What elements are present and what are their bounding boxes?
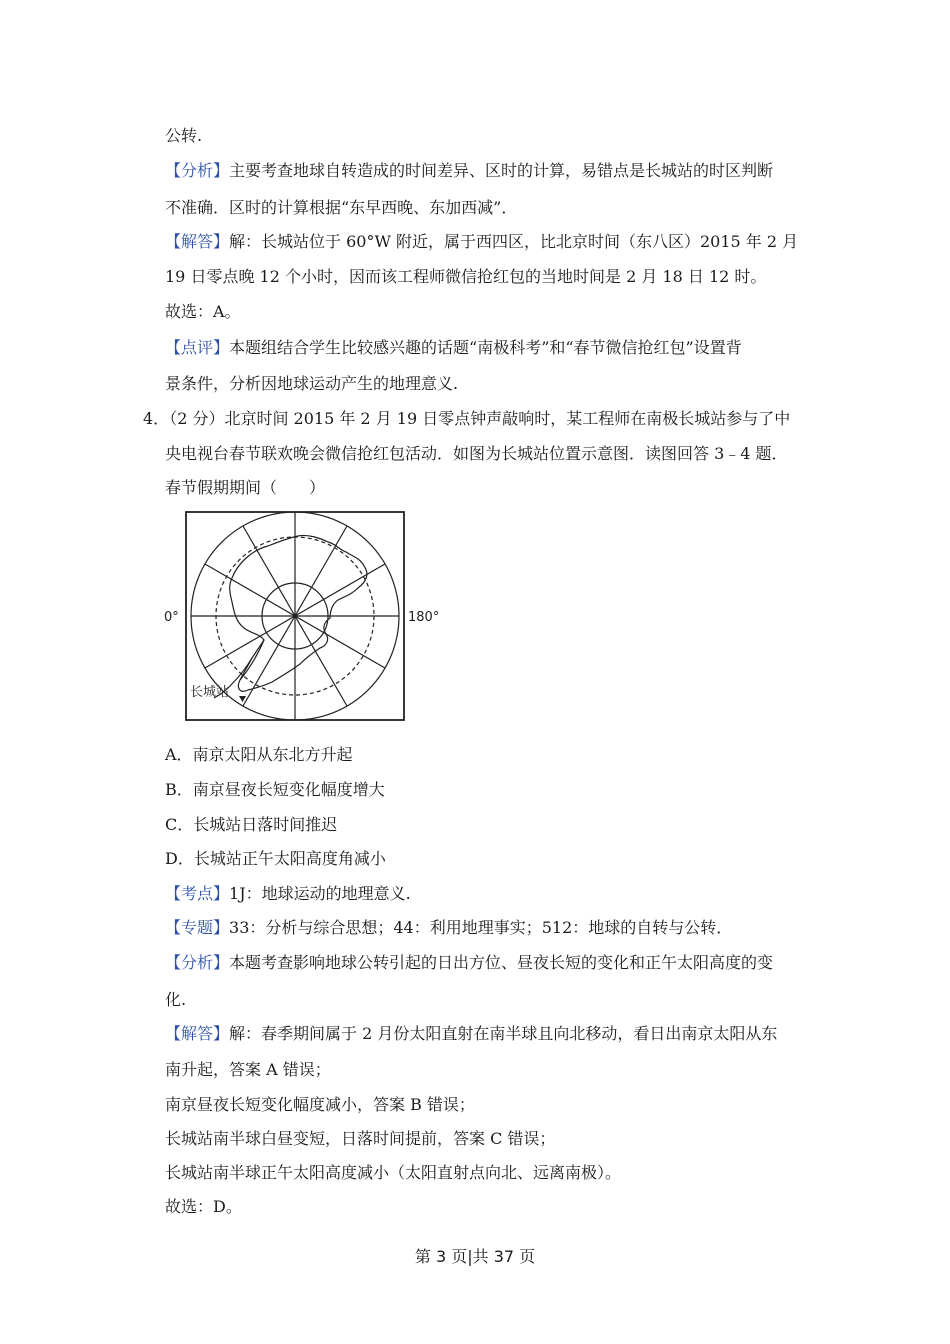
solution-answer-line-6: 故选：D。 bbox=[165, 1197, 242, 1216]
option-a: A．南京太阳从东北方升起 bbox=[165, 745, 353, 764]
point-tag: 【考点】 bbox=[165, 884, 230, 903]
prev-analysis-cont: 不准确．区时的计算根据“东早西晚、东加西减”． bbox=[165, 198, 518, 217]
comment-tag: 【点评】 bbox=[165, 338, 230, 357]
answer-text: 解：春季期间属于 2 月份太阳直射在南半球且向北移动，看日出南京太阳从东 bbox=[229, 1024, 778, 1043]
topic-tag: 【专题】 bbox=[165, 918, 230, 937]
analysis-tag: 【分析】 bbox=[165, 161, 230, 180]
analysis-text: 主要考查地球自转造成的时间差异、区时的计算，易错点是长城站的时区判断 bbox=[229, 161, 774, 180]
solution-answer-line-5: 长城站南半球正午太阳高度减小（太阳直射点向北、远离南极）。 bbox=[165, 1163, 622, 1182]
option-d: D．长城站正午太阳高度角减小 bbox=[165, 849, 386, 868]
question-number: 4． bbox=[143, 409, 170, 428]
answer-text: 解：长城站位于 60°W 附近，属于西四区，比北京时间（东八区）2015 年 2 月 bbox=[229, 232, 799, 251]
prev-text-line: 公转. bbox=[165, 126, 203, 145]
analysis-text: 本题考查影响地球公转引起的日出方位、昼夜长短的变化和正午太阳高度的变 bbox=[229, 953, 774, 972]
option-c: C．长城站日落时间推迟 bbox=[165, 815, 338, 834]
question-stem-text: （2 分）北京时间 2015 年 2 月 19 日零点钟声敲响时，某工程师在南极长城站参与了中 bbox=[169, 409, 791, 428]
prev-answer-choice: 故选：A。 bbox=[165, 302, 241, 321]
question-stem bbox=[143, 409, 790, 429]
solution-answer-line-4: 长城站南半球白昼变短，日落时间提前，答案 C 错误； bbox=[165, 1129, 556, 1148]
comment-text: 本题组结合学生比较感兴趣的话题“南极科考”和“春节微信抢红包”设置背 bbox=[229, 338, 742, 357]
solution-analysis-cont: 化. bbox=[165, 990, 187, 1009]
answer-tag: 【解答】 bbox=[165, 1024, 230, 1043]
question-stem-cont: 央电视台春节联欢晚会微信抢红包活动．如图为长城站位置示意图．读图回答 3﹣4 题． bbox=[165, 444, 788, 463]
topic-text: 33：分析与综合思想；44：利用地理事实；512：地球的自转与公转． bbox=[229, 918, 733, 937]
page-footer: 第 3 页|共 37 页 bbox=[414, 1247, 536, 1266]
answer-tag: 【解答】 bbox=[165, 232, 230, 251]
option-b: B．南京昼夜长短变化幅度增大 bbox=[165, 780, 385, 799]
solution-answer-line-3: 南京昼夜长短变化幅度减小，答案 B 错误； bbox=[165, 1095, 475, 1114]
solution-answer-line-2: 南升起，答案 A 错误； bbox=[165, 1060, 331, 1079]
solution-point bbox=[165, 884, 411, 904]
prev-answer-cont: 19 日零点晚 12 个小时，因而该工程师微信抢红包的当地时间是 2 月 18 日 12 时。 bbox=[165, 267, 767, 286]
prev-analysis bbox=[165, 161, 773, 181]
antarctica-map-figure bbox=[160, 508, 440, 724]
prev-comment bbox=[165, 338, 742, 358]
longitude-label-0: 0° bbox=[164, 610, 179, 625]
prev-comment-cont: 景条件，分析因地球运动产生的地理意义. bbox=[165, 374, 459, 393]
solution-answer bbox=[165, 1024, 777, 1044]
solution-topic bbox=[165, 918, 732, 938]
analysis-tag: 【分析】 bbox=[165, 953, 230, 972]
prev-answer bbox=[165, 232, 798, 252]
longitude-label-180: 180° bbox=[408, 610, 440, 625]
point-text: 1J：地球运动的地理意义. bbox=[229, 884, 411, 903]
question-stem-end: 春节假期期间（ ） bbox=[165, 478, 326, 497]
station-label: 长城站 bbox=[190, 685, 230, 700]
solution-analysis bbox=[165, 953, 773, 973]
